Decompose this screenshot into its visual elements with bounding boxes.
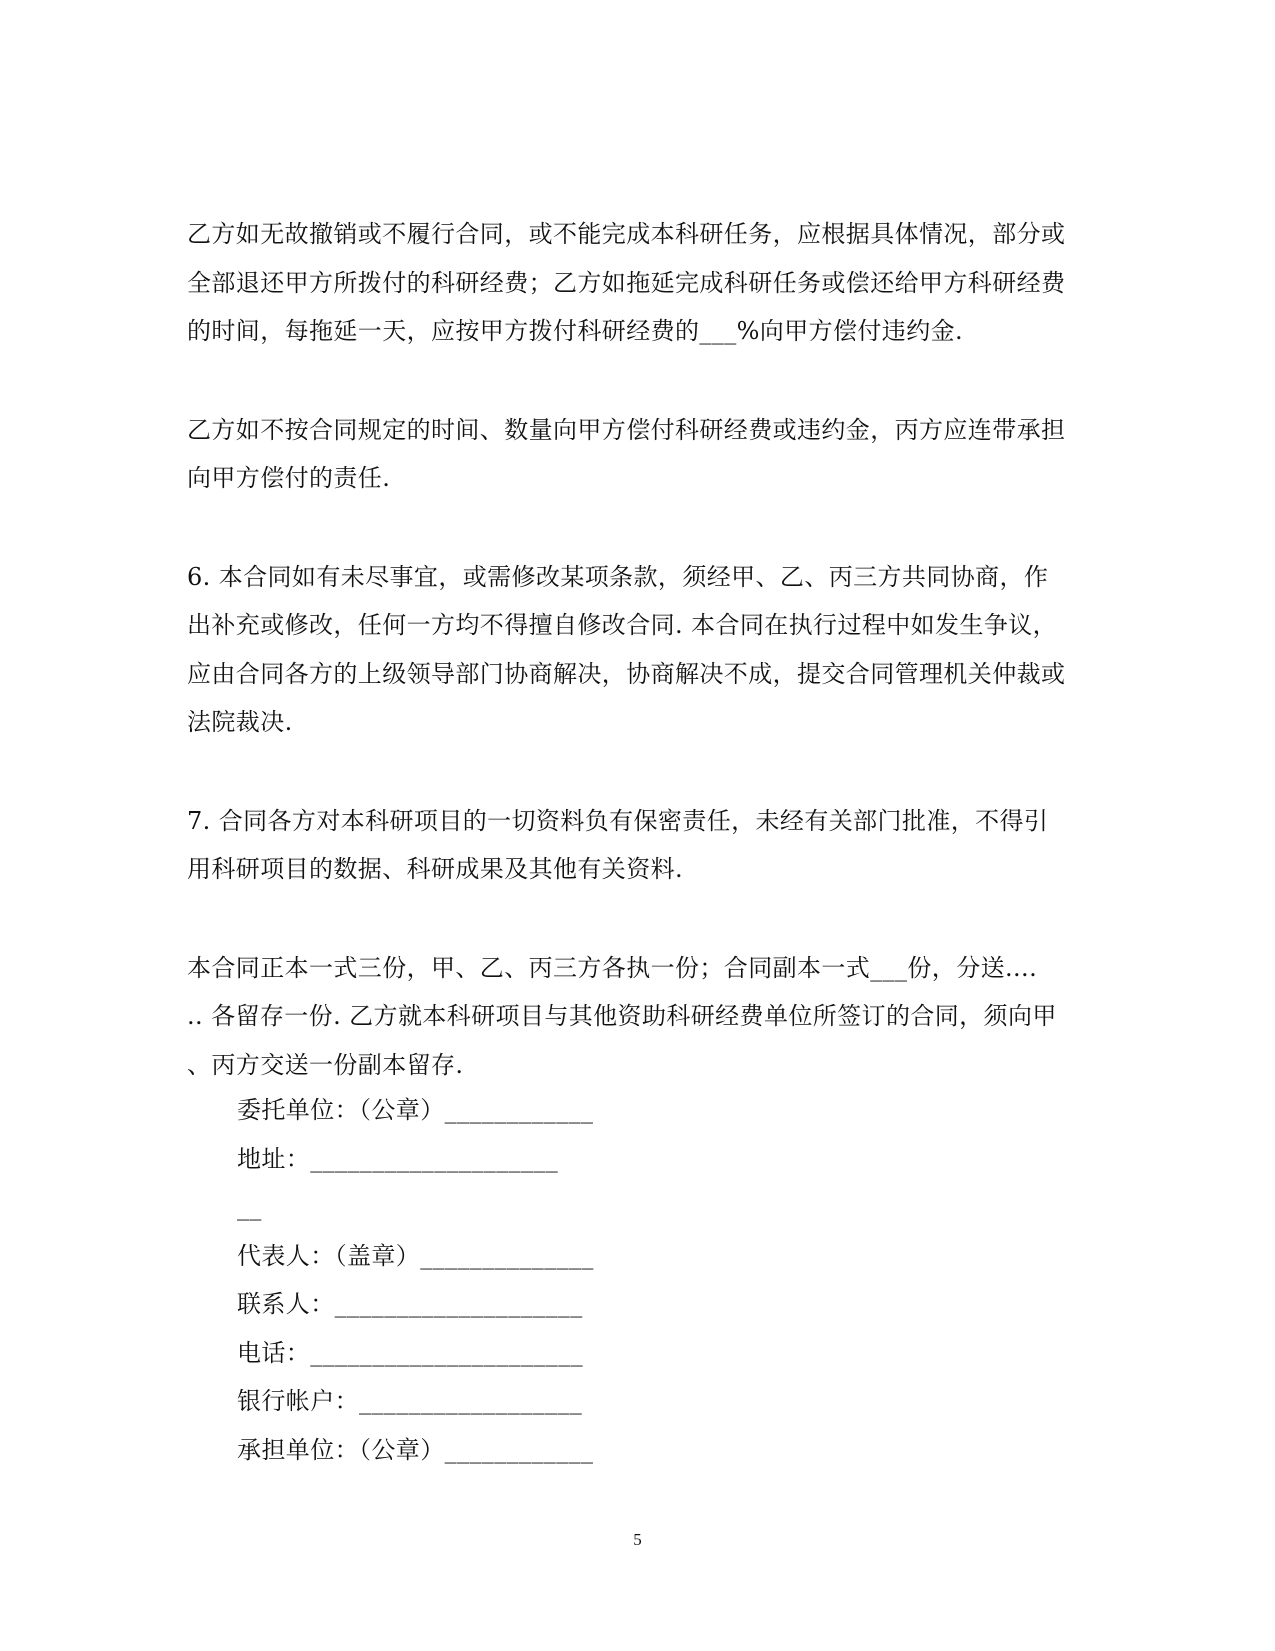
paragraph-gap: [187, 747, 1092, 797]
signature-line-address-continued: __: [237, 1193, 262, 1221]
text-line: 乙方如不按合同规定的时间、数量向甲方偿付科研经费或违约金，丙方应连带承担: [187, 415, 1066, 444]
paragraph-copies: [187, 944, 1092, 1090]
paragraph-gap: [187, 894, 1092, 944]
text-line: 6. 本合同如有未尽事宜，或需修改某项条款，须经甲、乙、丙三方共同协商，作: [187, 562, 1049, 591]
signature-line-bank-account: 银行帐户：__________________: [237, 1387, 583, 1415]
signature-line-undertaking-unit: 承担单位：（公章）____________: [237, 1435, 594, 1464]
signature-line-address: 地址：____________________: [237, 1144, 559, 1173]
signature-line-representative: 代表人：（盖章）______________: [237, 1241, 594, 1270]
text-line: 全部退还甲方所拨付的科研经费；乙方如拖延完成科研任务或偿还给甲方科研经费: [187, 268, 1066, 297]
contract-body: [187, 210, 1092, 1089]
text-line: 用科研项目的数据、科研成果及其他有关资料.: [187, 855, 684, 883]
paragraph-clause-6: [187, 553, 1092, 747]
text-line: .. 各留存一份. 乙方就本科研项目与其他资助科研经费单位所签订的合同，须向甲: [187, 1002, 1057, 1030]
text-line: 向甲方偿付的责任.: [187, 464, 391, 492]
paragraph-gap: [187, 356, 1092, 406]
text-line: 出补充或修改，任何一方均不得擅自修改合同. 本合同在执行过程中如发生争议，: [187, 611, 1058, 639]
paragraph-gap: [187, 503, 1092, 553]
text-line: 的时间，每拖延一天，应按甲方拨付科研经费的___%向甲方偿付违约金.: [187, 317, 964, 345]
signature-line-phone: 电话：______________________: [237, 1338, 583, 1367]
text-line: 乙方如无故撤销或不履行合同，或不能完成本科研任务，应根据具体情况，部分或: [187, 220, 1066, 248]
text-line: 、丙方交送一份副本留存.: [187, 1050, 464, 1079]
text-line: 7. 合同各方对本科研项目的一切资料负有保密责任，未经有关部门批准，不得引: [187, 806, 1049, 835]
text-line: 应由合同各方的上级领导部门协商解决，协商解决不成，提交合同管理机关仲裁或: [187, 659, 1066, 688]
paragraph-joint-liability: [187, 406, 1092, 503]
paragraph-clause-7: [187, 797, 1092, 894]
text-line: 本合同正本一式三份，甲、乙、丙三方各执一份；合同副本一式___份，分送....: [187, 953, 1038, 982]
page-number: 5: [633, 1530, 642, 1549]
paragraph-refund-clause: [187, 210, 1092, 356]
signature-line-client-unit: 委托单位：（公章）____________: [237, 1096, 594, 1124]
signature-block: [237, 1086, 937, 1474]
signature-line-contact: 联系人：____________________: [237, 1290, 583, 1318]
text-line: 法院裁决.: [187, 708, 293, 736]
